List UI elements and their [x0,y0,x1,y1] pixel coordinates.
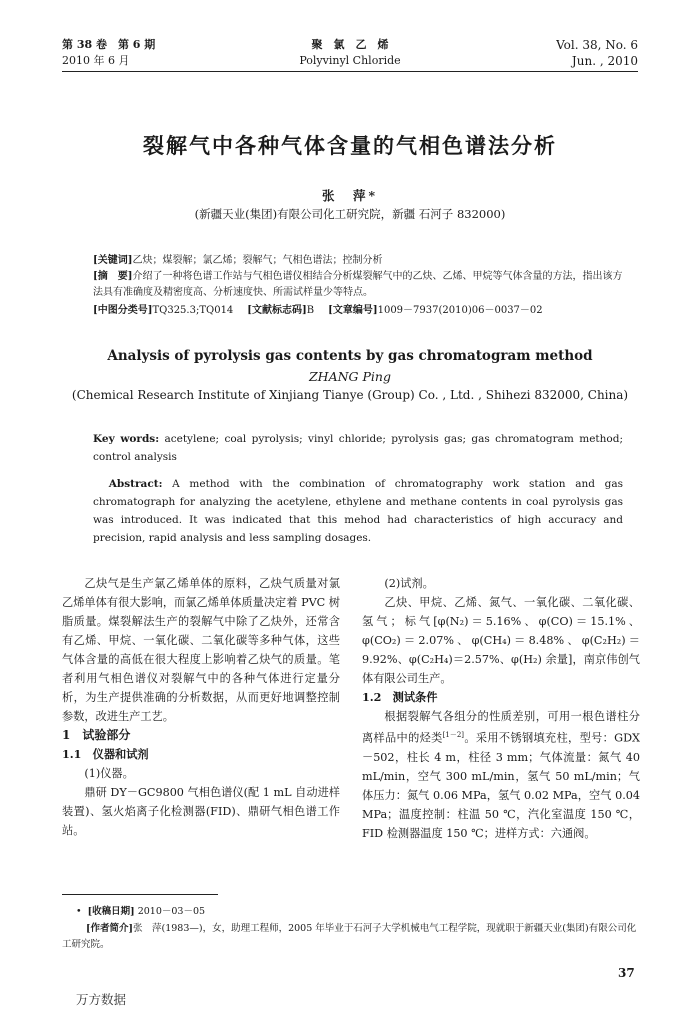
watermark: 万方数据 [76,992,127,1007]
article-no-value: 1009－7937(2010)06－0037－02 [377,305,543,316]
abstract-en-text: A method with the combination of chromatography work station and gas chromatograph for analyzing the acetylene, ethylene and methane contents in coal pyrolysis gas was introduced. It was indicated that this mehod had characteristics of high accuracy and precision, rapid analysis and less sampling dosages. [93,478,623,544]
instrument-paragraph: 鼎研 DY－GC9800 气相色谱仪(配 1 mL 自动进样装置)、氢火焰离子化检测器(FID)、鼎研气相色谱工作站。 [62,786,340,837]
left-column [62,574,340,840]
bio-label: [作者简介] [86,923,133,934]
clc-label: [中图分类号] [93,305,153,316]
affiliation-en: (Chemical Research Institute of Xinjiang Tianye (Group) Co. , Ltd. , Shihezi 832000, China) [71,388,629,402]
conditions-text-a: 根据裂解气各组分的性质差别，可用一根色谱柱分离样品中的烃类 [362,710,640,745]
keywords-en-text: acetylene; coal pyrolysis; vinyl chloride; pyrolysis gas; gas chromatogram method; control analysis [93,433,623,463]
footnote-received [62,904,652,920]
abstract-en [93,475,623,547]
abstract-cn [93,269,623,301]
header-journal-cn: 聚 氯 乙 烯 [311,38,389,51]
header-rule [62,71,638,72]
citation-ref: [1－2] [442,731,465,739]
section-heading-instruments: 1.1 仪器和试剂 [62,747,149,761]
header-volume-en: Vol. 38, No. 6 [556,38,638,52]
abstract-en-label: Abstract: [108,478,163,490]
article-no-label: [文章编号] [328,305,378,316]
author-cn: 张 萍* [321,188,379,203]
received-date: 2010－03－05 [137,906,206,917]
abstract-cn-label: [摘 要] [93,271,133,282]
item-instrument-label: (1)仪器。 [84,767,134,780]
affiliation-cn: (新疆天业(集团)有限公司化工研究院，新疆 石河子 832000) [194,207,506,221]
header-volume-issue: 第 38 卷 第 6 期 [62,38,156,51]
conditions-paragraph [362,707,640,843]
received-label: [收稿日期] [87,906,135,917]
doc-code-value: B [306,305,315,316]
title-cn: 裂解气中各种气体含量的气相色谱法分析 [143,133,557,158]
footnote-rule [62,894,218,895]
item-reagent-label: (2)试剂。 [384,577,434,590]
title-en: Analysis of pyrolysis gas contents by gas chromatogram method [107,348,593,364]
keywords-cn [93,253,623,269]
intro-paragraph: 乙炔气是生产氯乙烯单体的原料，乙炔气质量对氯乙烯单体有很大影响，而氯乙烯单体质量决定着 PVC 树脂质量。煤裂解法生产的裂解气中除了乙炔外，还常含有乙烯、甲烷、一氧化碳、二氧化碳等多种气体，这些气体含量的高低在很大程度上影响着乙炔气的质量。笔者利用气相色谱仪对裂解气中的各种气体进行定量分析，为生产提供准确的分析数据，从而更好地调整控制参数，改进生产工艺。 [62,577,340,723]
conditions-text-b: 。采用不锈钢填充柱，型号：GDX－502，柱长 4 m，柱径 3 mm；气体流量：氮气 40 mL/min，空气 300 mL/min，氢气 50 mL/min；气体压力：氮气 0.06 MPa，氢气 0.02 MPa，空气 0.04 MPa；温度控制：柱温 50 ℃，汽化室温度 150 ℃，FID 检测器温度 150 ℃；进样方式：六通阀。 [362,731,640,840]
bio-text: 张 萍(1983—)，女，助理工程师，2005 年毕业于石河子大学机械电气工程学院，现就职于新疆天业(集团)有限公司化工研究院。 [62,923,637,950]
keywords-cn-text: 乙炔；煤裂解；氯乙烯；裂解气；气相色谱法；控制分析 [132,255,383,266]
abstract-cn-text: 介绍了一种将色谱工作站与气相色谱仪相结合分析煤裂解气中的乙炔、乙烯、甲烷等气体含量的方法，指出该方法具有准确度及精密度高、分析速度快、所需试样量少等特点。 [93,271,623,298]
clc-value: TQ325.3;TQ014 [152,305,234,316]
classification-line [93,303,623,319]
header-date-cn: 2010 年 6 月 [62,54,130,67]
footnote-bio [62,921,638,953]
reagents-paragraph: 乙炔、甲烷、乙烯、氮气、一氧化碳、二氧化碳、氢气；标气[φ(N₂)＝5.16%、φ(CO)＝15.1%、φ(CO₂)＝2.07%、φ(CH₄)＝8.48%、φ(C₂H₂)＝9.92%、φ(C₂H₄)＝2.57%、φ(H₂) 余量]，南京伟创气体有限公司生产。 [362,596,640,685]
section-heading-experiment: 1 试验部分 [62,728,131,742]
page-number: 37 [618,966,635,980]
section-heading-conditions: 1.2 测试条件 [362,690,438,704]
doc-code-label: [文献标志码] [247,305,307,316]
author-en: ZHANG Ping [309,369,391,384]
header-date-en: Jun. , 2010 [571,54,638,68]
keywords-en-label: Key words: [93,433,160,445]
header-journal-en: Polyvinyl Chloride [299,54,401,67]
right-column [362,574,640,843]
footnote-bullet: • [76,906,82,917]
keywords-en [93,430,623,466]
keywords-cn-label: [关键词] [93,255,133,266]
